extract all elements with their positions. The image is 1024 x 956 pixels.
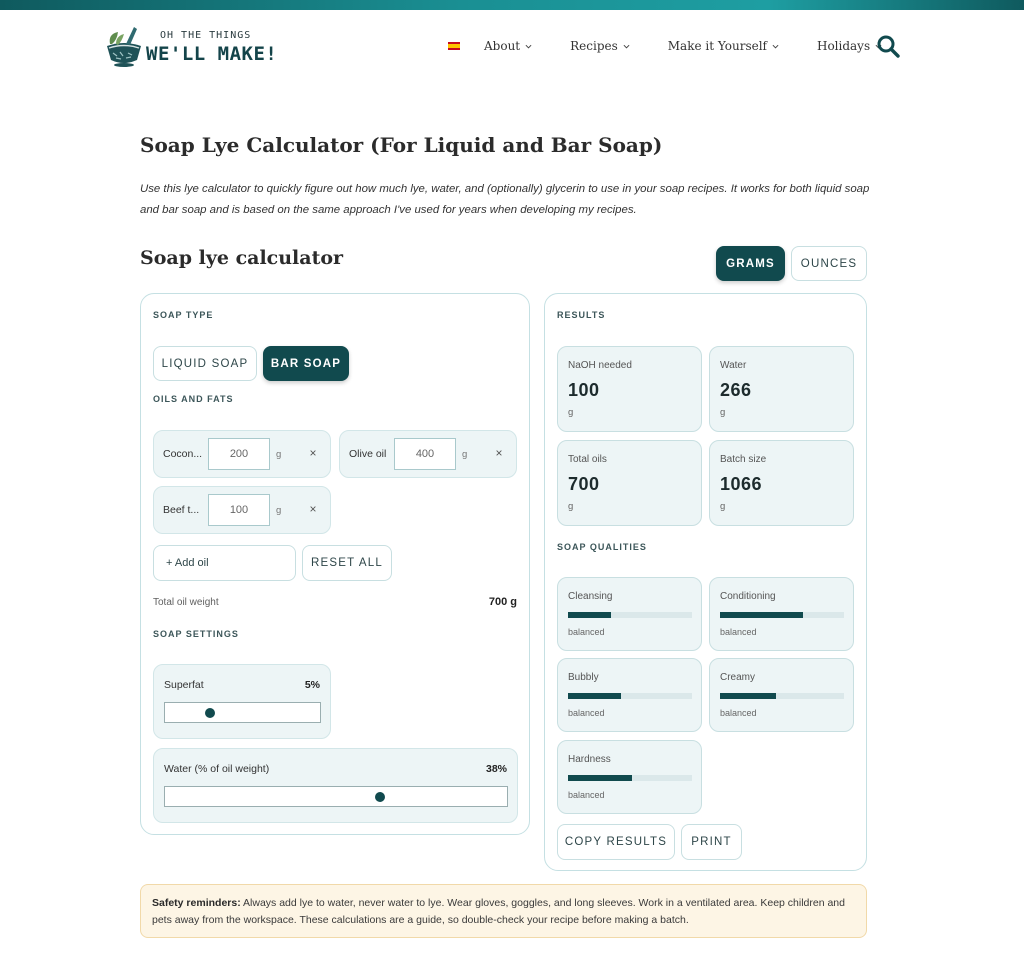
copy-results-button[interactable]: COPY RESULTS: [557, 824, 675, 860]
nav-holidays[interactable]: [817, 39, 882, 53]
search-icon[interactable]: [876, 34, 900, 58]
print-button[interactable]: PRINT: [681, 824, 742, 860]
grams-button[interactable]: GRAMS: [716, 246, 785, 281]
oil-unit: g: [276, 505, 282, 516]
chevron-down-icon: [525, 43, 532, 50]
quality-label: Cleansing: [568, 591, 613, 602]
liquid-soap-button[interactable]: LIQUID SOAP: [153, 346, 257, 381]
superfat-value: 5%: [304, 679, 320, 691]
result-value: 100: [568, 380, 600, 400]
quality-bar-fill: [720, 612, 803, 618]
superfat-label: Superfat: [164, 679, 204, 691]
quality-bar: [568, 693, 692, 699]
quality-bar: [568, 612, 692, 618]
quality-bar-fill: [720, 693, 776, 699]
nav-recipes[interactable]: [570, 39, 630, 53]
quality-note: balanced: [720, 708, 757, 718]
oil-row: [153, 486, 331, 534]
page-title: Soap Lye Calculator (For Liquid and Bar Soap): [140, 133, 663, 157]
superfat-slider[interactable]: [164, 702, 321, 723]
close-icon[interactable]: ×: [309, 502, 317, 516]
water-setting: [153, 748, 518, 823]
result-value: 266: [720, 380, 752, 400]
quality-label: Bubbly: [568, 672, 599, 683]
superfat-setting: [153, 664, 331, 739]
result-label: Total oils: [568, 454, 607, 465]
nav-about-label: About: [484, 39, 521, 53]
inputs-panel: [140, 293, 530, 835]
oil-row: [153, 430, 331, 478]
spanish-flag-icon[interactable]: [448, 42, 460, 50]
results-label: RESULTS: [557, 310, 606, 320]
quality-label: Creamy: [720, 672, 756, 683]
result-card-total-oils: [557, 440, 702, 526]
mortar-icon: [104, 24, 144, 68]
result-label: Water: [720, 360, 747, 371]
results-panel: [544, 293, 867, 871]
oil-amount-input[interactable]: [208, 494, 270, 526]
quality-card-conditioning: [709, 577, 854, 651]
oils-and-fats-label: OILS AND FATS: [153, 394, 234, 404]
result-card-naoh: [557, 346, 702, 432]
chevron-down-icon: [772, 43, 779, 50]
site-header: [0, 10, 1024, 82]
safety-reminders: [140, 884, 867, 938]
water-value: 38%: [485, 763, 507, 775]
oil-name: Olive oil: [349, 448, 387, 460]
quality-card-bubbly: [557, 658, 702, 732]
result-unit: g: [720, 407, 726, 418]
quality-label: Hardness: [568, 754, 611, 765]
soap-settings-label: SOAP SETTINGS: [153, 629, 239, 639]
nav-make-it-yourself-label: Make it Yourself: [667, 39, 767, 53]
quality-card-cleansing: [557, 577, 702, 651]
result-unit: g: [568, 501, 574, 512]
quality-bar: [568, 775, 692, 781]
add-oil-button[interactable]: + Add oil: [153, 545, 296, 581]
quality-card-hardness: [557, 740, 702, 814]
oil-name: Beef t...: [163, 504, 200, 516]
total-oil-weight-label: Total oil weight: [153, 597, 219, 608]
bar-soap-button[interactable]: BAR SOAP: [263, 346, 349, 381]
logo-tagline: OH THE THINGS: [160, 30, 252, 41]
result-label: Batch size: [720, 454, 767, 465]
quality-note: balanced: [720, 627, 757, 637]
result-value: 1066: [720, 474, 763, 494]
quality-label: Conditioning: [720, 591, 776, 602]
reset-all-button[interactable]: RESET ALL: [302, 545, 392, 581]
total-oil-weight-value: 700 g: [488, 596, 517, 608]
quality-bar: [720, 612, 844, 618]
result-unit: g: [720, 501, 726, 512]
water-slider[interactable]: [164, 786, 508, 807]
oil-amount-input[interactable]: [208, 438, 270, 470]
soap-type-label: SOAP TYPE: [153, 310, 214, 320]
quality-note: balanced: [568, 627, 605, 637]
slider-thumb[interactable]: [375, 792, 385, 802]
site-logo[interactable]: [104, 24, 278, 70]
safety-heading: Safety reminders:: [152, 897, 241, 909]
quality-note: balanced: [568, 708, 605, 718]
oil-unit: g: [276, 449, 282, 460]
oil-row: [339, 430, 517, 478]
result-card-batch-size: [709, 440, 854, 526]
oil-unit: g: [462, 449, 468, 460]
nav-make-it-yourself[interactable]: [668, 39, 779, 53]
close-icon[interactable]: ×: [309, 446, 317, 460]
close-icon[interactable]: ×: [495, 446, 503, 460]
quality-bar-fill: [568, 612, 611, 618]
oil-amount-input[interactable]: [394, 438, 456, 470]
result-card-water: [709, 346, 854, 432]
result-label: NaOH needed: [568, 360, 632, 371]
result-value: 700: [568, 474, 600, 494]
top-accent-bar: [0, 0, 1024, 10]
main-nav: [448, 35, 920, 57]
quality-note: balanced: [568, 790, 605, 800]
quality-card-creamy: [709, 658, 854, 732]
nav-about[interactable]: [484, 39, 532, 53]
nav-holidays-label: Holidays: [816, 39, 871, 53]
ounces-button[interactable]: OUNCES: [791, 246, 867, 281]
result-unit: g: [568, 407, 574, 418]
nav-recipes-label: Recipes: [570, 39, 618, 53]
oil-name: Cocon...: [163, 448, 203, 460]
calculator-title: Soap lye calculator: [140, 247, 344, 269]
quality-bar-fill: [568, 693, 621, 699]
logo-name: WE'LL MAKE!: [146, 43, 278, 65]
slider-thumb[interactable]: [205, 708, 215, 718]
intro-text: Use this lye calculator to quickly figure out how much lye, water, and (optionally) glycerin to use in your soap recipes. It works for both liquid soap and bar soap and is based on the same approach I've used for years when developing my recipes.: [140, 183, 870, 216]
water-label: Water (% of oil weight): [164, 763, 270, 775]
quality-bar-fill: [568, 775, 632, 781]
quality-bar: [720, 693, 844, 699]
chevron-down-icon: [623, 43, 630, 50]
safety-text: Always add lye to water, never water to lye. Wear gloves, goggles, and long sleeves. Work in a ventilated area. Keep children and pets away from the workspace. These calculations are a guide, so double-check your recipe before making a batch.: [152, 897, 845, 926]
soap-qualities-label: SOAP QUALITIES: [557, 542, 647, 552]
